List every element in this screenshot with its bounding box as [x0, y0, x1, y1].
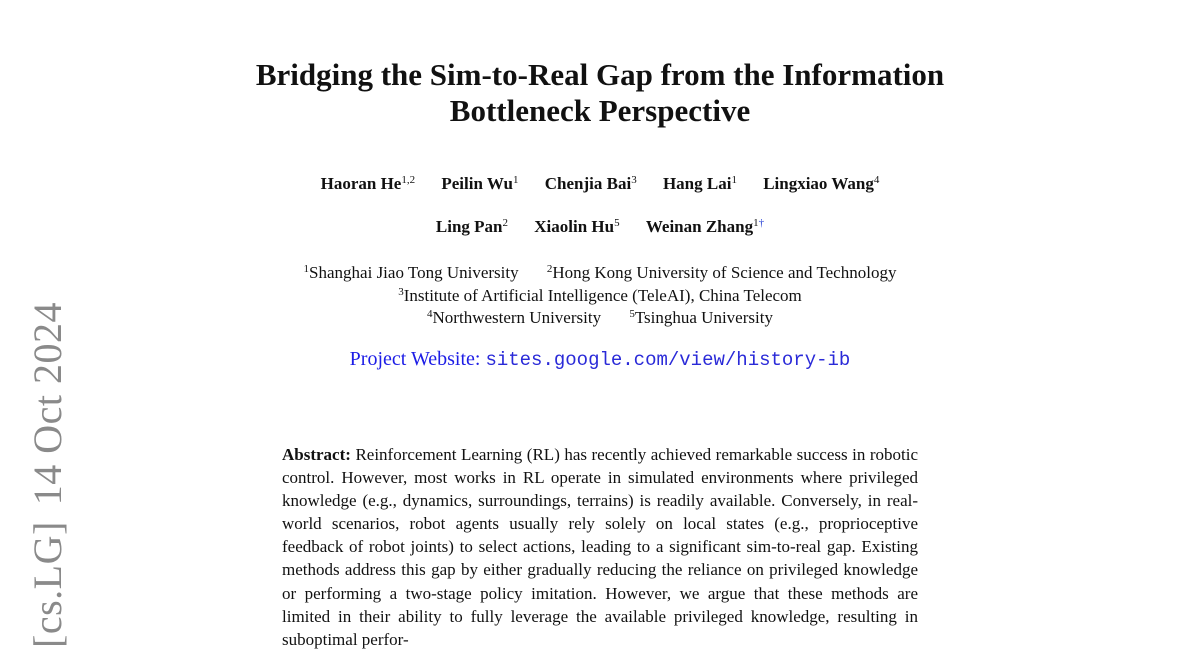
author: Haoran He$^{1,2}$ — [320, 174, 416, 193]
author: Xiaolin Hu$^5$ — [534, 217, 620, 236]
project-website-label: Project Website: — [349, 348, 481, 370]
affiliation: $^4$Northwestern University — [427, 308, 602, 327]
project-website-link[interactable]: sites.google.com/view/history-ib — [485, 349, 851, 371]
abstract-line: policy imitation. However, we argue that these methods are limited in their ability — [282, 583, 918, 626]
affiliation: $^5$Tsinghua University — [629, 308, 773, 327]
author-row-1 — [150, 174, 1050, 194]
abstract-line: gradually reducing the reliance on privileged knowledge or performing a two-stage — [282, 560, 918, 603]
affiliation: $^2$Hong Kong University of Science and Technology — [546, 263, 897, 282]
author: Chenjia Bai$^3$ — [544, 174, 637, 193]
abstract-line: in robotic control. However, most works in RL operate in simulated environments — [282, 445, 919, 488]
abstract-line: Reinforcement Learning (RL) has recently achieved remarkable success — [355, 445, 848, 464]
arxiv-side-stamp — [25, 301, 70, 648]
author: Peilin Wu$^1$ — [441, 174, 519, 193]
affiliation: $^3$Institute of Artificial Intelligence (TeleAI), China Telecom — [398, 285, 802, 305]
author-row-2 — [150, 217, 1050, 237]
affiliation-line — [150, 285, 1050, 308]
affiliations — [150, 262, 1050, 330]
abstract-line: leading to a significant sim-to-real gap. Existing methods address this gap by either — [282, 537, 919, 580]
title-line-2: Bottleneck Perspective — [449, 93, 751, 128]
abstract — [282, 443, 918, 651]
title-line-1: Bridging the Sim-to-Real Gap from the Information — [255, 57, 945, 92]
abstract-line: on local states (e.g., proprioceptive feedback of robot joints) to select actions, — [282, 514, 919, 557]
affiliation-line — [150, 262, 1050, 285]
abstract-line: where privileged knowledge (e.g., dynamics, surroundings, terrains) is readily — [282, 468, 919, 511]
arxiv-date: 14 Oct 2024 — [25, 301, 70, 506]
author: Hang Lai$^1$ — [662, 174, 737, 193]
abstract-line: to fully leverage the available privileged knowledge, resulting in suboptimal perfor- — [282, 606, 919, 649]
paper-title — [150, 57, 1050, 129]
author: Lingxiao Wang$^4$ — [763, 174, 880, 193]
abstract-line: available. Conversely, in real-world scenarios, robot agents usually rely solely — [282, 491, 919, 534]
affiliation: $^1$Shanghai Jiao Tong University — [303, 263, 519, 282]
arxiv-category: [cs.LG] — [25, 521, 70, 648]
corresponding-author-dagger: † — [758, 217, 765, 229]
author: Weinan Zhang$^{1\dagger}$ — [645, 217, 765, 236]
affiliation-line — [150, 307, 1050, 330]
project-website — [150, 348, 1050, 371]
author: Ling Pan$^2$ — [435, 217, 508, 236]
abstract-label: Abstract: — [282, 445, 351, 464]
